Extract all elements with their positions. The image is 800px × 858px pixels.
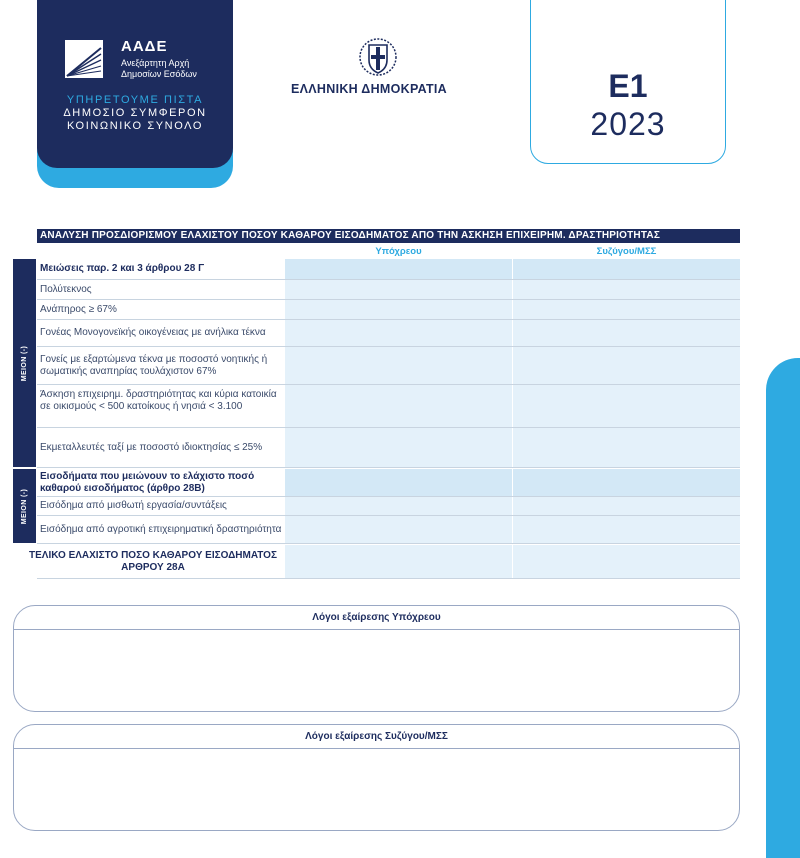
spouse-exemption-title: Λόγοι εξαίρεσης Συζύγου/ΜΣΣ	[14, 725, 739, 749]
taxpayer-amount-field[interactable]	[285, 469, 512, 496]
taxpayer-amount-field[interactable]	[285, 259, 512, 279]
spouse-amount-field[interactable]	[513, 428, 740, 467]
logo-name: ΑΑΔΕ	[121, 38, 168, 55]
logo-subtitle-2: Δημοσίων Εσόδων	[121, 69, 197, 79]
taxpayer-amount-field[interactable]	[285, 516, 512, 543]
logo-motto-3: ΚΟΙΝΩΝΙΚΟ ΣΥΝΟΛΟ	[66, 120, 204, 132]
table-row	[37, 469, 740, 497]
table-row	[37, 497, 740, 516]
form-year: 2023	[590, 106, 666, 142]
table-row	[37, 428, 740, 468]
section-title: ΑΝΑΛΥΣΗ ΠΡΟΣΔΙΟΡΙΣΜΟΥ ΕΛΑΧΙΣΤΟΥ ΠΟΣΟΥ ΚΑΘΑΡΟΥ ΕΙΣΟΔΗΜΑΤΟΣ ΑΠΟ ΤΗΝ ΑΣΚΗΣΗ ΕΠΙΧΕΙΡΗΜ. ΔΡΑΣΤΗΡΙΟΤΗΤΑΣ	[37, 229, 740, 243]
side-label-income	[13, 469, 36, 543]
side-label-text: ΜΕΙΟΝ (-)	[21, 488, 29, 524]
table-row	[37, 280, 740, 300]
spouse-amount-field[interactable]	[513, 347, 740, 384]
republic-title: ΕΛΛΗΝΙΚΗ ΔΗΜΟΚΡΑΤΙΑ	[291, 82, 448, 96]
coat-of-arms-icon	[358, 36, 398, 78]
row-label: Ανάπηρος ≥ 67%	[40, 303, 117, 315]
row-label: Εισόδημα από αγροτική επιχειρηματική δραστηριότητα	[40, 523, 282, 535]
row-label: Γονείς με εξαρτώμενα τέκνα με ποσοστό νοητικής ή σωματικής αναπηρίας τουλάχιστον 67%	[40, 354, 268, 377]
logo-subtitle-1: Ανεξάρτητη Αρχή	[121, 58, 190, 68]
aade-logo-icon	[65, 40, 103, 78]
row-label: Εισόδημα από μισθωτή εργασία/συντάξεις	[40, 500, 227, 512]
spouse-amount-field[interactable]	[513, 280, 740, 299]
taxpayer-amount-field[interactable]	[285, 428, 512, 467]
total-label: ΤΕΛΙΚΟ ΕΛΑΧΙΣΤΟ ΠΟΣΟ ΚΑΘΑΡΟΥ ΕΙΣΟΔΗΜΑΤΟΣ ΑΡΘΡΟΥ 28Α	[29, 550, 277, 573]
taxpayer-amount-field[interactable]	[285, 347, 512, 384]
total-row	[29, 545, 740, 579]
spouse-amount-field[interactable]	[513, 385, 740, 427]
aade-logo-block	[37, 0, 233, 188]
spouse-amount-field[interactable]	[513, 497, 740, 515]
spouse-amount-field[interactable]	[513, 259, 740, 279]
row-label: Γονέας Μονογονεϊκής οικογένειας με ανήλικα τέκνα	[40, 327, 266, 339]
taxpayer-amount-field[interactable]	[285, 280, 512, 299]
spouse-amount-field[interactable]	[513, 516, 740, 543]
table-row	[37, 259, 740, 280]
taxpayer-amount-field[interactable]	[285, 497, 512, 515]
row-label: Εισοδήματα που μειώνουν το ελάχιστο ποσό καθαρού εισοδήματος (άρθρο 28Β)	[40, 471, 255, 494]
side-decoration	[766, 358, 800, 858]
taxpayer-total-field[interactable]	[285, 545, 512, 578]
spouse-amount-field[interactable]	[513, 300, 740, 319]
table-row	[37, 320, 740, 347]
column-header-spouse: Συζύγου/ΜΣΣ	[596, 246, 657, 257]
logo-motto-2: ΔΗΜΟΣΙΟ ΣΥΜΦΕΡΟΝ	[63, 107, 207, 119]
side-label-deductions	[13, 259, 36, 467]
spouse-amount-field[interactable]	[513, 320, 740, 346]
taxpayer-amount-field[interactable]	[285, 300, 512, 319]
taxpayer-exemption-title: Λόγοι εξαίρεσης Υπόχρεου	[14, 606, 739, 630]
column-header-taxpayer: Υπόχρεου	[375, 246, 422, 257]
taxpayer-amount-field[interactable]	[285, 385, 512, 427]
table-row	[37, 385, 740, 428]
logo-motto-1: ΥΠΗΡΕΤΟΥΜΕ ΠΙΣΤΑ	[66, 94, 204, 106]
row-label: Μειώσεις παρ. 2 και 3 άρθρου 28 Γ	[40, 263, 205, 275]
row-label: Εκμεταλλευτές ταξί με ποσοστό ιδιοκτησίας ≤ 25%	[40, 441, 263, 453]
taxpayer-amount-field[interactable]	[285, 320, 512, 346]
logo-panel	[37, 0, 233, 168]
table-row	[37, 300, 740, 320]
spouse-total-field[interactable]	[513, 545, 740, 578]
side-label-text: ΜΕΙΟΝ (-)	[21, 345, 29, 381]
form-code: Ε1	[608, 68, 648, 104]
row-label: Πολύτεκνος	[40, 283, 92, 295]
spouse-exemption-reasons-box[interactable]	[13, 724, 740, 831]
table-row	[37, 347, 740, 385]
taxpayer-exemption-reasons-box[interactable]	[13, 605, 740, 712]
spouse-amount-field[interactable]	[513, 469, 740, 496]
table-row	[37, 516, 740, 544]
row-label: Άσκηση επιχειρηµ. δραστηριότητας και κύρια κατοικία σε οικισμούς < 500 κατοίκους ή νησιά < 3.100	[40, 389, 277, 412]
